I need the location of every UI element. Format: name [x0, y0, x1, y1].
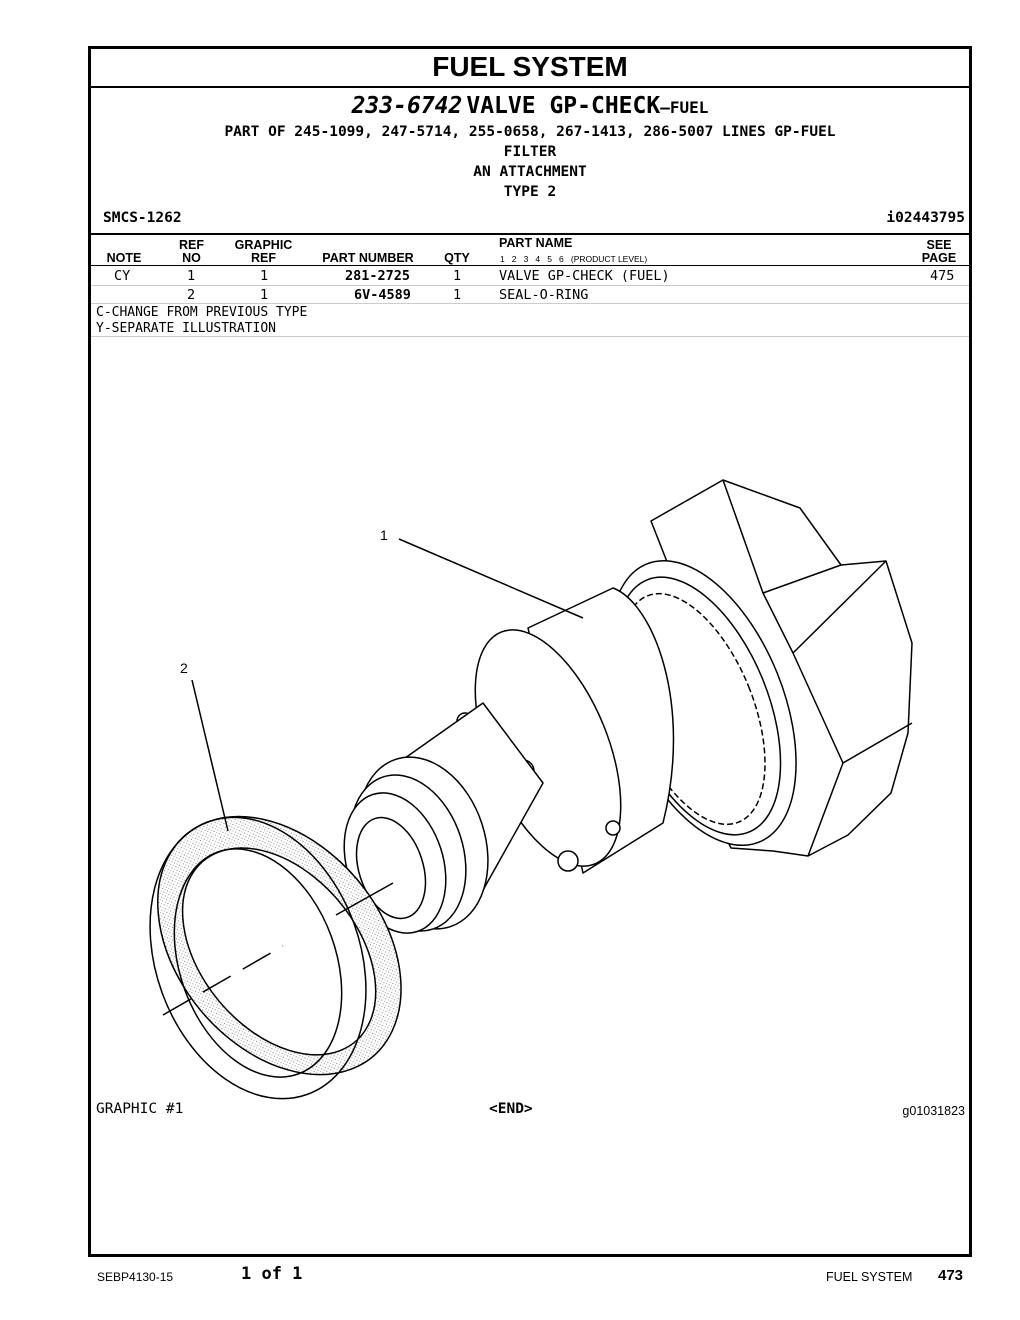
section-title: FUEL SYSTEM [432, 51, 628, 82]
header-qty: QTY [444, 251, 470, 265]
row1-ref-no: 1 [187, 268, 196, 284]
leader-line-2 [192, 680, 228, 831]
row2-part-number: 6V-4589 [354, 287, 411, 303]
header-graphic-ref-line1: GRAPHIC [234, 238, 293, 252]
note-separate: Y-SEPARATE ILLUSTRATION [96, 321, 277, 336]
type-line: TYPE 2 [503, 184, 557, 200]
footer-page-number: 473 [938, 1267, 964, 1284]
row2-ref-no: 2 [187, 287, 196, 303]
header-see-page-line1: SEE [926, 238, 952, 252]
group-name: VALVE GP-CHECK [466, 93, 661, 119]
row1-note: CY [114, 268, 131, 284]
footer-section: FUEL SYSTEM [826, 1270, 913, 1284]
row1-part-name: VALVE GP-CHECK (FUEL) [499, 268, 670, 284]
graphic-label: GRAPHIC #1 [96, 1101, 184, 1117]
row1-graphic-ref: 1 [260, 268, 269, 284]
callout-1: 1 [380, 527, 388, 543]
group-subname: —FUEL [660, 98, 709, 117]
note-change: C-CHANGE FROM PREVIOUS TYPE [96, 305, 308, 320]
page-frame [88, 46, 972, 1257]
callout-2: 2 [180, 660, 188, 676]
smcs-code: SMCS-1262 [103, 210, 182, 226]
attachment-line: AN ATTACHMENT [473, 164, 587, 180]
row2-graphic-ref: 1 [260, 287, 269, 303]
row2-qty: 1 [453, 287, 462, 303]
row1-part-number: 281-2725 [345, 268, 411, 284]
row1-see-page: 475 [930, 268, 955, 284]
illustration-id: i02443795 [886, 210, 965, 226]
footer-doc-id: SEBP4130-15 [97, 1270, 174, 1284]
leader-line-1 [399, 539, 583, 618]
header-part-name: PART NAME [499, 236, 573, 250]
header-ref-no-line1: REF [179, 238, 204, 252]
header-graphic-ref-line2: REF [251, 251, 276, 265]
header-note: NOTE [106, 251, 142, 265]
row2-part-name: SEAL-O-RING [499, 287, 589, 303]
header-part-number: PART NUMBER [322, 251, 414, 265]
graphic-id: g01031823 [902, 1104, 965, 1118]
header-see-page-line2: PAGE [921, 251, 957, 265]
part-of-line-2: FILTER [503, 144, 557, 160]
end-marker: <END> [489, 1101, 533, 1117]
group-part-number: 233-6742 [351, 93, 463, 119]
header-product-levels: 1 2 3 4 5 6 (PRODUCT LEVEL) [500, 254, 648, 264]
part-of-line: PART OF 245-1099, 247-5714, 255-0658, 267-1413, 286-5007 LINES GP-FUEL [224, 124, 836, 140]
exploded-view-illustration [91, 49, 969, 1254]
footer-page-count: 1 of 1 [241, 1264, 303, 1284]
row1-qty: 1 [453, 268, 462, 284]
header-ref-no-line2: NO [182, 251, 201, 265]
